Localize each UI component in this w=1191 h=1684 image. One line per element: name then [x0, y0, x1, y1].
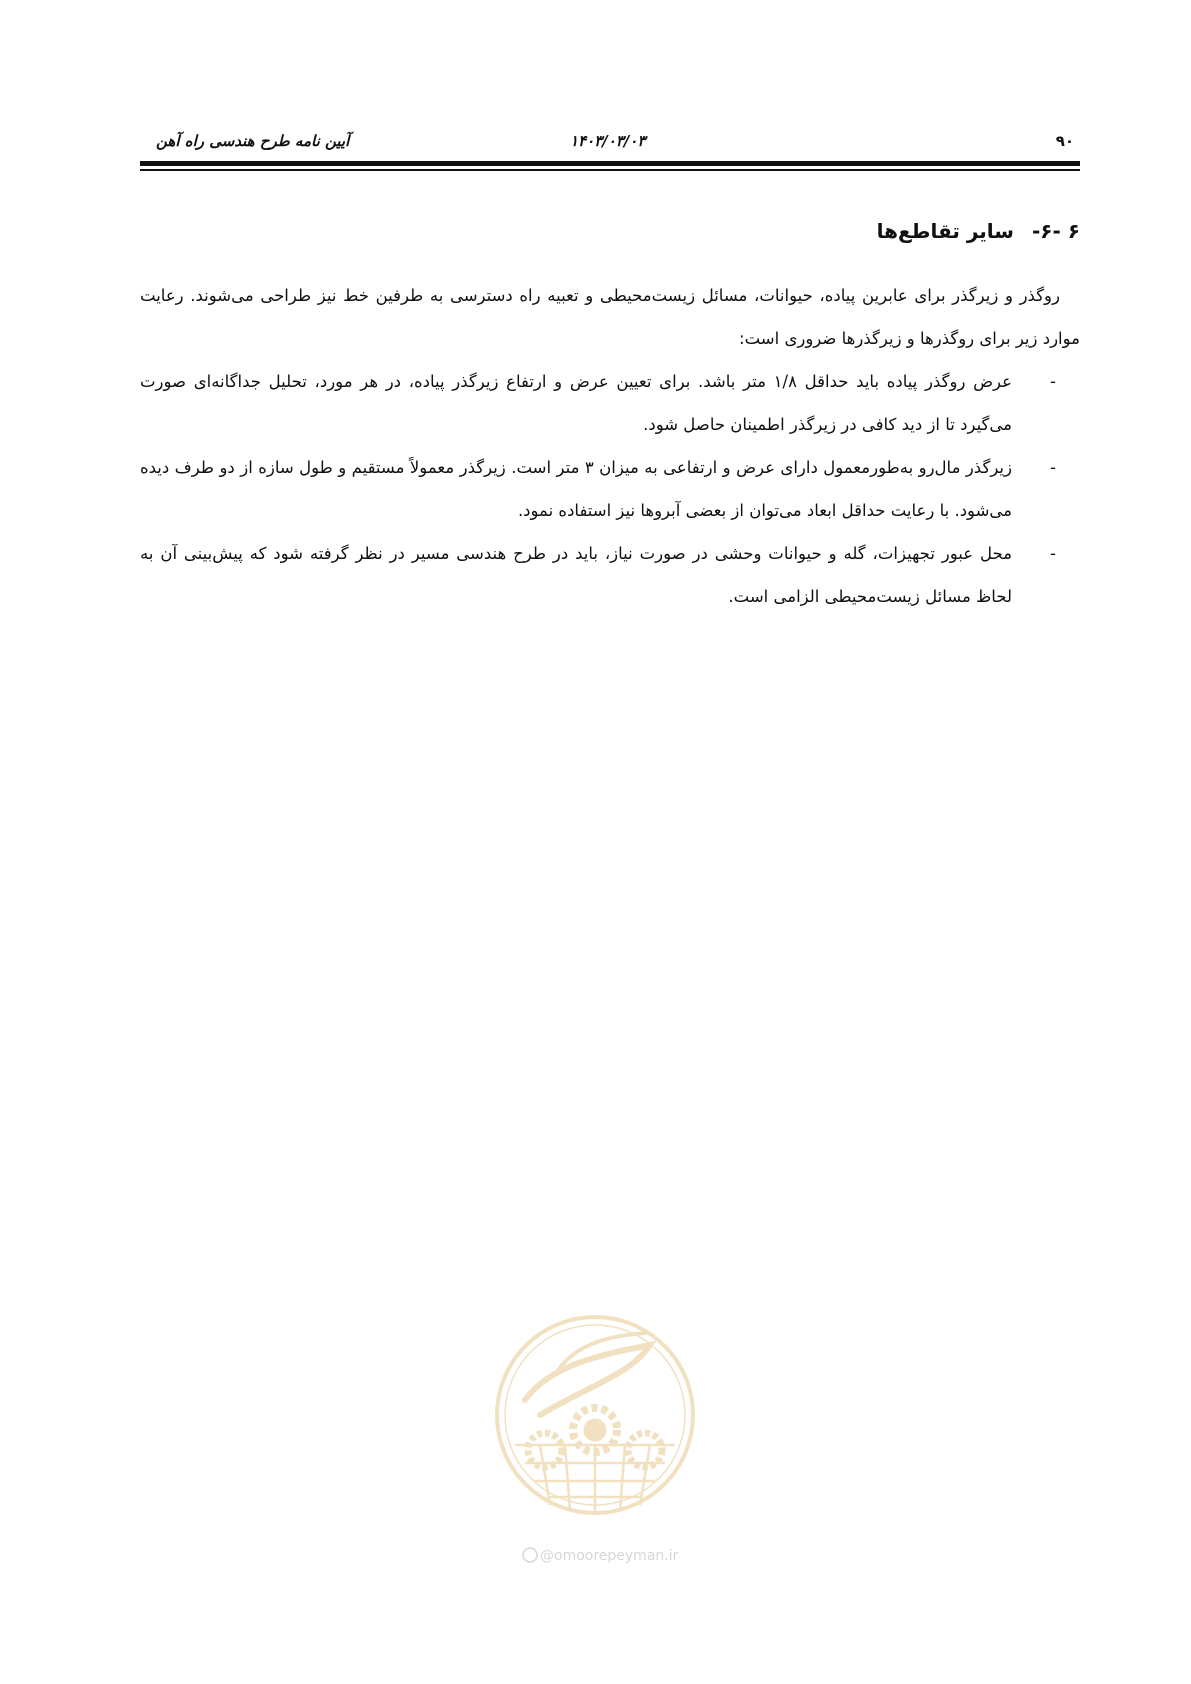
bullet-marker: - — [1050, 458, 1056, 477]
list-item — [140, 446, 1080, 532]
bullet-marker: - — [1050, 544, 1056, 563]
requirements-list — [140, 360, 1080, 618]
header-date: ۱۴۰۳/۰۳/۰۳ — [570, 132, 646, 150]
page-header — [140, 128, 1080, 156]
list-item-text: محل عبور تجهیزات، گله و حیوانات وحشی در صورت نیاز، باید در طرح هندسی مسیر در نظر گرفته شود که پیش‌بینی آن به لحاظ مسائل زیست‌محیطی الزامی است. — [140, 544, 1012, 606]
list-item-text: عرض روگذر پیاده باید حداقل ۱/۸ متر باشد. برای تعیین عرض و ارتفاع زیرگذر پیاده، در هر مورد، تحلیل جداگانه‌ای صورت می‌گیرد تا از دید کافی در زیرگذر اطمینان حاصل شود. — [140, 372, 1012, 434]
section-heading — [877, 219, 1080, 243]
bullet-marker: - — [1050, 372, 1056, 391]
list-item — [140, 360, 1080, 446]
header-rule-thin — [140, 169, 1080, 171]
list-item — [140, 532, 1080, 618]
body-content — [140, 274, 1080, 618]
section-title: سایر تقاطع‌ها — [876, 219, 1014, 243]
header-book-title: آیین نامه طرح هندسی راه آهن — [156, 132, 350, 150]
header-rule-thick — [140, 161, 1080, 166]
watermark-site: @omoorepeyman.ir — [540, 1548, 679, 1564]
intro-paragraph: روگذر و زیرگذر برای عابرین پیاده، حیوانات، مسائل زیست‌محیطی و تعبیه راه دسترسی به طرفین خط نیز طراحی می‌شوند. رعایت موارد زیر برای روگذرها و زیرگذرها ضروری است: — [140, 286, 1080, 348]
list-item-text: زیرگذر مال‌رو به‌طورمعمول دارای عرض و ارتفاعی به میزان ۳ متر است. زیرگذر معمولاً مستقیم و طول سازه از دو طرف دیده می‌شود. با رعایت حداقل ابعاد می‌توان از بعضی آبروها نیز استفاده نمود. — [140, 458, 1012, 520]
page-number: ۹۰ — [1055, 132, 1074, 150]
section-number: ۶ -۶- — [1031, 219, 1080, 243]
watermark-logo — [480, 1305, 710, 1575]
